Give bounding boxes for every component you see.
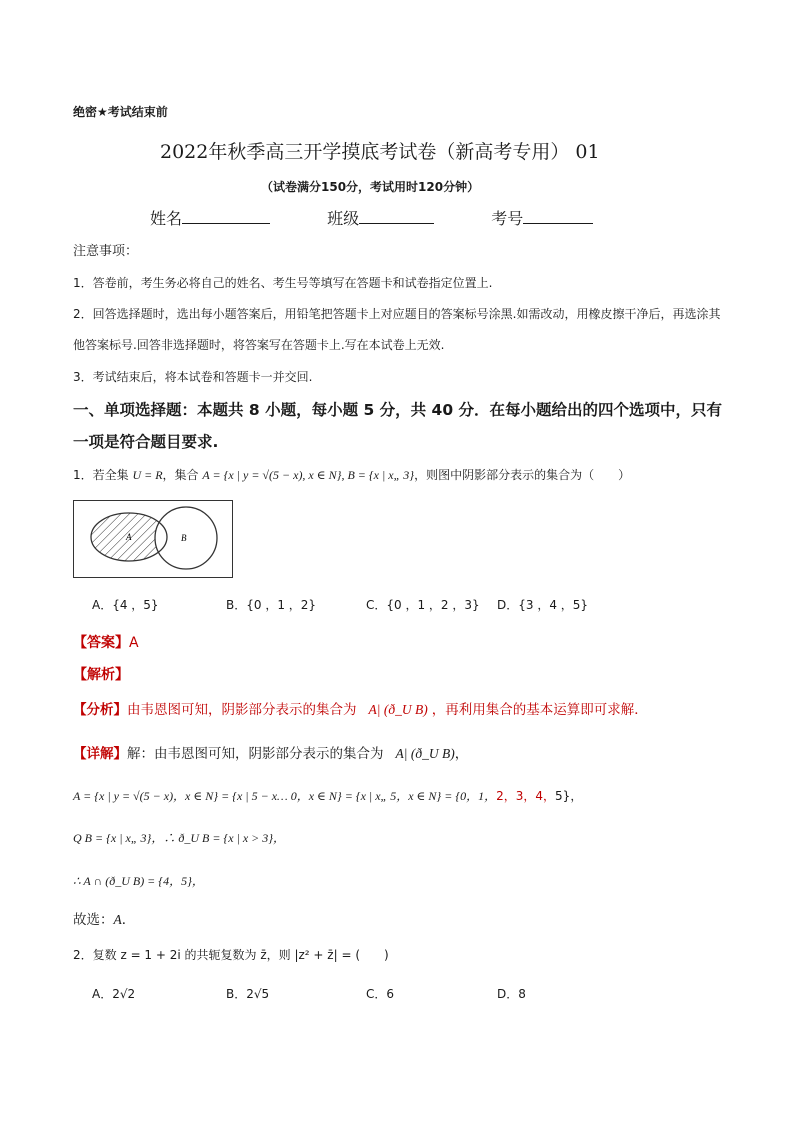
eq1-highlight: 2，3，4， — [496, 789, 556, 803]
conclusion-value: A — [113, 912, 122, 927]
student-info-row — [150, 206, 593, 229]
page-title: 2022年秋季高三开学摸底考试卷（新高考专用） 01 — [160, 141, 600, 163]
q1-equation-2: Q B = {x | x„ 3}，∴ ð_U B = {x | x > 3}， — [73, 831, 286, 845]
q1-answer — [73, 632, 139, 652]
detail-tag: 【详解】 — [73, 746, 127, 762]
notice-item-3: 3．考试结束后，将本试卷和答题卡一并交回. — [73, 370, 313, 384]
q2-option-c[interactable]: C．6 — [366, 987, 395, 1001]
id-label: 考号 — [491, 209, 524, 228]
venn-diagram — [73, 500, 233, 578]
class-field[interactable] — [359, 209, 434, 224]
venn-shaded-region — [74, 501, 232, 577]
name-label: 姓名 — [150, 209, 183, 228]
q1-universe: U = R — [132, 468, 163, 482]
notice-item-2a: 2．回答选择题时，选出每小题答案后，用铅笔把答题卡上对应题目的答案标号涂黑.如需改动，用橡皮擦干净后，再选涂其 — [73, 307, 721, 321]
confidential-label: 绝密★考试结束前 — [73, 105, 168, 119]
q1-analysis-tag: 【解析】 — [73, 667, 129, 683]
answer-value: A — [129, 635, 139, 651]
notice-heading: 注意事项： — [73, 244, 139, 259]
answer-tag: 【答案】 — [73, 635, 129, 651]
venn-diagram-svg — [74, 501, 232, 577]
id-field[interactable] — [523, 209, 593, 224]
fenxi-formula: A| (ð_U B) — [368, 702, 428, 717]
q1-detail — [73, 742, 468, 762]
detail-text: 解：由韦恩图可知，阴影部分表示的集合为 — [127, 746, 384, 762]
detail-formula: A| (ð_U B) — [395, 746, 455, 761]
q2-option-b[interactable]: B．2√5 — [226, 987, 270, 1001]
fenxi-text-2: ，再利用集合的基本运算即可求解． — [431, 702, 648, 718]
q1-prefix: 1．若全集 — [73, 468, 133, 482]
question-2-stem: 2．复数 z = 1 + 2i 的共轭复数为 z̄，则 |z² + z̄| = ( ) — [73, 948, 389, 962]
q2-option-d[interactable]: D．8 — [497, 987, 526, 1001]
conclusion-end: ． — [121, 912, 136, 928]
q1-option-a[interactable]: A．{4 ，5} — [92, 598, 159, 612]
exam-subtitle: （试卷满分150分，考试用时120分钟） — [261, 180, 480, 194]
q1-set-definition: A = {x | y = √(5 − x), x ∈ N}, B = {x | x„ 3} — [202, 468, 415, 482]
notice-item-2b: 他答案标号.回答非选择题时，将答案写在答题卡上.写在本试卷上无效. — [73, 338, 445, 352]
fenxi-tag: 【分析】 — [73, 702, 127, 718]
q1-equation-3: ∴ A ∩ (ð_U B) = {4，5}， — [73, 874, 204, 888]
name-field[interactable] — [182, 209, 270, 224]
question-1-stem — [73, 466, 630, 483]
section-heading-line2: 一项是符合题目要求. — [73, 433, 219, 451]
q1-option-b[interactable]: B．{0 ，1 ，2} — [226, 598, 317, 612]
q1-suffix: ，则图中阴影部分表示的集合为（ ） — [414, 468, 631, 482]
q1-conclusion — [73, 908, 135, 928]
section-heading-line1: 一、单项选择题：本题共 8 小题，每小题 5 分，共 40 分．在每小题给出的四个选项中，只有 — [73, 401, 723, 419]
q2-option-a[interactable]: A．2√2 — [92, 987, 136, 1001]
fenxi-text-1: 由韦恩图可知，阴影部分表示的集合为 — [127, 702, 357, 718]
eq1-tail: 5}， — [555, 789, 583, 803]
q1-fenxi — [73, 698, 648, 718]
q1-equation-1 — [73, 787, 582, 804]
venn-label-a: A — [126, 532, 132, 542]
eq1-main: A = {x | y = √(5 − x)，x ∈ N} = {x | 5 − x… 0，x ∈ N} = {x | x„ 5，x ∈ N} = {0，1， — [73, 789, 497, 803]
notice-item-1: 1．答卷前，考生务必将自己的姓名、考生号等填写在答题卡和试卷指定位置上. — [73, 276, 493, 290]
q1-option-c[interactable]: C．{0 ，1 ，2 ，3} — [366, 598, 480, 612]
conclusion-prefix: 故选： — [73, 912, 114, 928]
detail-end: ， — [454, 746, 469, 762]
q1-option-d[interactable]: D．{3 ，4 ，5} — [497, 598, 589, 612]
venn-label-b: B — [181, 533, 187, 543]
class-label: 班级 — [327, 209, 360, 228]
q1-mid: ，集合 — [162, 468, 203, 482]
